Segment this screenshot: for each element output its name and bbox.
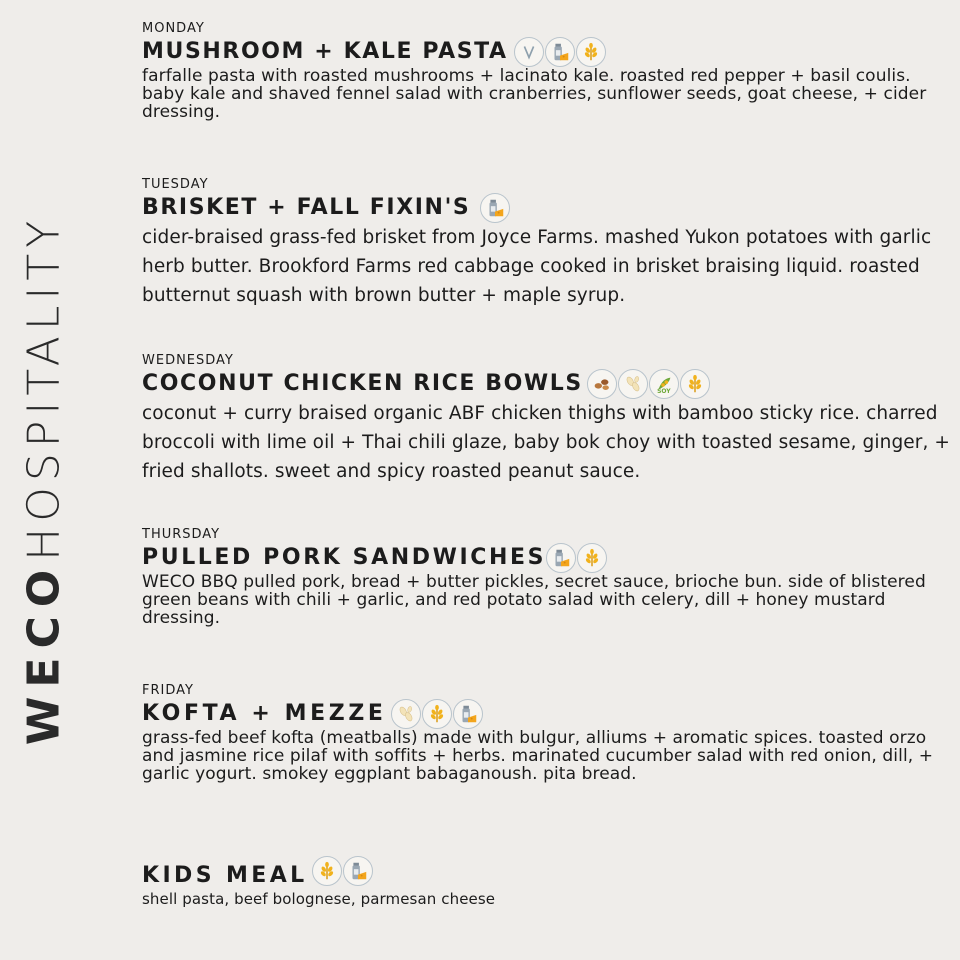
menu-day-monday [142, 21, 952, 121]
dish-title: KIDS MEAL [142, 863, 308, 888]
allergen-icons [514, 37, 607, 67]
dish-title: COCONUT CHICKEN RICE BOWLS [142, 371, 583, 396]
title-row [142, 699, 952, 729]
soy-icon [649, 369, 679, 399]
dish-title: BRISKET + FALL FIXIN'S [142, 195, 471, 220]
title-row [142, 543, 952, 573]
peanut-icon [587, 369, 617, 399]
dish-title: KOFTA + MEZZE [142, 701, 387, 726]
dish-description: WECO BBQ pulled pork, bread + butter pickles, secret sauce, brioche bun. side of blistered green beans with chili + garlic, and red potato salad with celery, dill + honey mustard dressing. [142, 572, 926, 628]
brand-bold: WECO [18, 560, 70, 746]
day-label: MONDAY [142, 21, 205, 36]
title-row [142, 37, 952, 67]
dairy-icon [343, 856, 373, 886]
menu-day-friday [142, 683, 952, 783]
dairy-icon [546, 543, 576, 573]
gluten-icon [577, 543, 607, 573]
title-row [142, 852, 952, 890]
menu-day-thursday [142, 527, 952, 627]
menu-kids-meal [142, 852, 952, 908]
gluten-icon [422, 699, 452, 729]
day-label: TUESDAY [142, 177, 209, 192]
vegetarian-icon [514, 37, 544, 67]
dish-description: shell pasta, beef bolognese, parmesan cheese [142, 890, 496, 908]
sesame-icon [618, 369, 648, 399]
menu-day-wednesday [142, 353, 952, 486]
day-label: THURSDAY [142, 527, 221, 542]
dish-description: grass-fed beef kofta (meatballs) made with bulgur, alliums + aromatic spices. toasted orzo and jasmine rice pilaf with soffits + herbs. marinated cucumber salad with red onion, dill, + garlic yogurt. smokey eggplant babaganoush. pita bread. [142, 728, 934, 784]
brand-wordmark [19, 215, 70, 745]
soy-label: SOY [657, 388, 671, 395]
dish-description: farfalle pasta with roasted mushrooms + lacinato kale. roasted red pepper + basil coulis. baby kale and shaved fennel salad with cranberries, sunflower seeds, goat cheese, + cider dressing. [142, 66, 927, 122]
day-label: FRIDAY [142, 683, 194, 698]
allergen-icons [480, 193, 511, 223]
dairy-icon [545, 37, 575, 67]
title-row [142, 193, 952, 223]
menu-day-tuesday [142, 177, 952, 310]
sesame-icon [391, 699, 421, 729]
gluten-icon [680, 369, 710, 399]
allergen-icons [312, 856, 374, 886]
dish-title: MUSHROOM + KALE PASTA [142, 39, 508, 64]
day-label: WEDNESDAY [142, 353, 234, 368]
allergen-icons [587, 369, 711, 399]
allergen-icons [546, 543, 608, 573]
dish-title: PULLED PORK SANDWICHES [142, 545, 547, 570]
gluten-icon [576, 37, 606, 67]
dairy-icon [453, 699, 483, 729]
dish-description: cider-braised grass-fed brisket from Joyce Farms. mashed Yukon potatoes with garlic herb butter. Brookford Farms red cabbage cooked in brisket braising liquid. roasted butternut squash with brown butter + maple syrup. [142, 227, 932, 306]
title-row [142, 369, 952, 399]
dairy-icon [480, 193, 510, 223]
gluten-icon [312, 856, 342, 886]
allergen-icons [391, 699, 484, 729]
dish-description: coconut + curry braised organic ABF chicken thighs with bamboo sticky rice. charred broccoli with lime oil + Thai chili glaze, baby bok choy with toasted sesame, ginger, + fried shallots. sweet and spicy roasted peanut sauce. [142, 403, 951, 482]
brand-light: HOSPITALITY [18, 214, 70, 561]
